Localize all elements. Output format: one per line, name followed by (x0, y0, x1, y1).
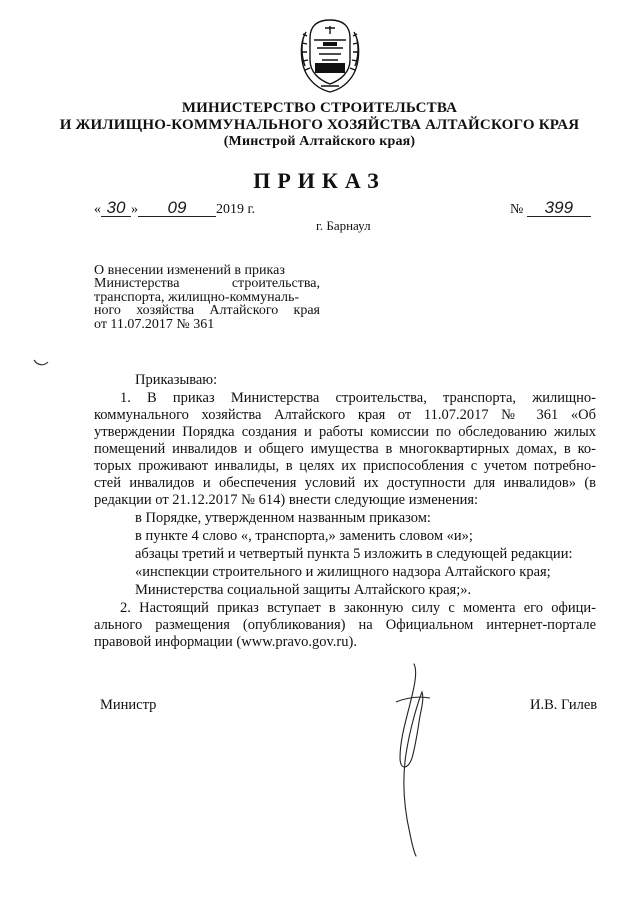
body-line: 1. В приказ Министерства строительства, транспорта, жилищно- (120, 390, 596, 406)
subject-line: ного хозяйства Алтайского края (94, 303, 320, 319)
signatory-name: И.В. Гилев (530, 697, 598, 713)
body-line: помещений инвалидов и общего имущества в многоквартирных домах, в ко- (94, 441, 596, 457)
date-close-quote: » (131, 202, 138, 217)
body-line: торых проживают инвалиды, в целях их приспособления с учетом потребно- (94, 458, 596, 474)
document-title: ПРИКАЗ (253, 168, 386, 193)
date-year: 2019 г. (216, 202, 256, 217)
ministry-name-line1: МИНИСТЕРСТВО СТРОИТЕЛЬСТВА (181, 100, 458, 116)
subject-line: от 11.07.2017 № 361 (94, 316, 215, 332)
body-line: редакции от 21.12.2017 № 614) внести следующие изменения: (94, 492, 479, 508)
handwritten-signature (384, 658, 444, 858)
subject-line: О внесении изменений в приказ (94, 263, 285, 278)
date-day: 30 (101, 200, 131, 217)
subject-line: Министерства строительства, (94, 276, 320, 292)
body-line: абзацы третий и четвертый пункта 5 изложить в следующей редакции: (135, 546, 573, 562)
ministry-short-name: (Минстрой Алтайского края) (223, 134, 416, 149)
body-line: 2. Настоящий приказ вступает в законную силу с момента его офици- (120, 600, 596, 616)
body-line: «инспекции строительного и жилищного надзора Алтайского края; (135, 564, 551, 580)
order-number-label: № (510, 202, 524, 217)
margin-mark (32, 352, 50, 372)
body-line: утверждении Порядка создания и работы комиссии по обследованию жилых (94, 424, 596, 440)
date-month: 09 (138, 200, 216, 217)
city-label: г. Барнаул (316, 218, 371, 233)
body-line: коммунального хозяйства Алтайского края от 11.07.2017 № 361 «Об (94, 407, 596, 423)
order-subject (94, 264, 320, 331)
body-line: стей инвалидов и обеспечения условий их доступности для инвалидов» (в (94, 475, 596, 491)
ministry-name-line2: И ЖИЛИЩНО-КОММУНАЛЬНОГО ХОЗЯЙСТВА АЛТАЙСКОГО КРАЯ (59, 117, 580, 133)
body-line: ального размещения (опубликования) на Официальном интернет-портале (94, 617, 596, 633)
body-line: в пункте 4 слово «, транспорта,» заменить словом «и»; (135, 528, 473, 544)
signatory-position: Министр (100, 697, 157, 713)
body-line: в Порядке, утвержденном названным приказом: (135, 510, 431, 526)
body-line: правовой информации (www.pravo.gov.ru). (94, 634, 357, 650)
coat-of-arms-emblem (297, 14, 363, 96)
body-line-order-word: Приказываю: (135, 372, 218, 388)
body-line: Министерства социальной защиты Алтайского края;». (135, 582, 472, 598)
order-number-value: 399 (527, 200, 591, 217)
subject-line: транспорта, жилищно-коммуналь- (94, 289, 300, 305)
order-number (510, 200, 591, 218)
date-open-quote: « (94, 202, 101, 217)
order-date (94, 200, 255, 218)
